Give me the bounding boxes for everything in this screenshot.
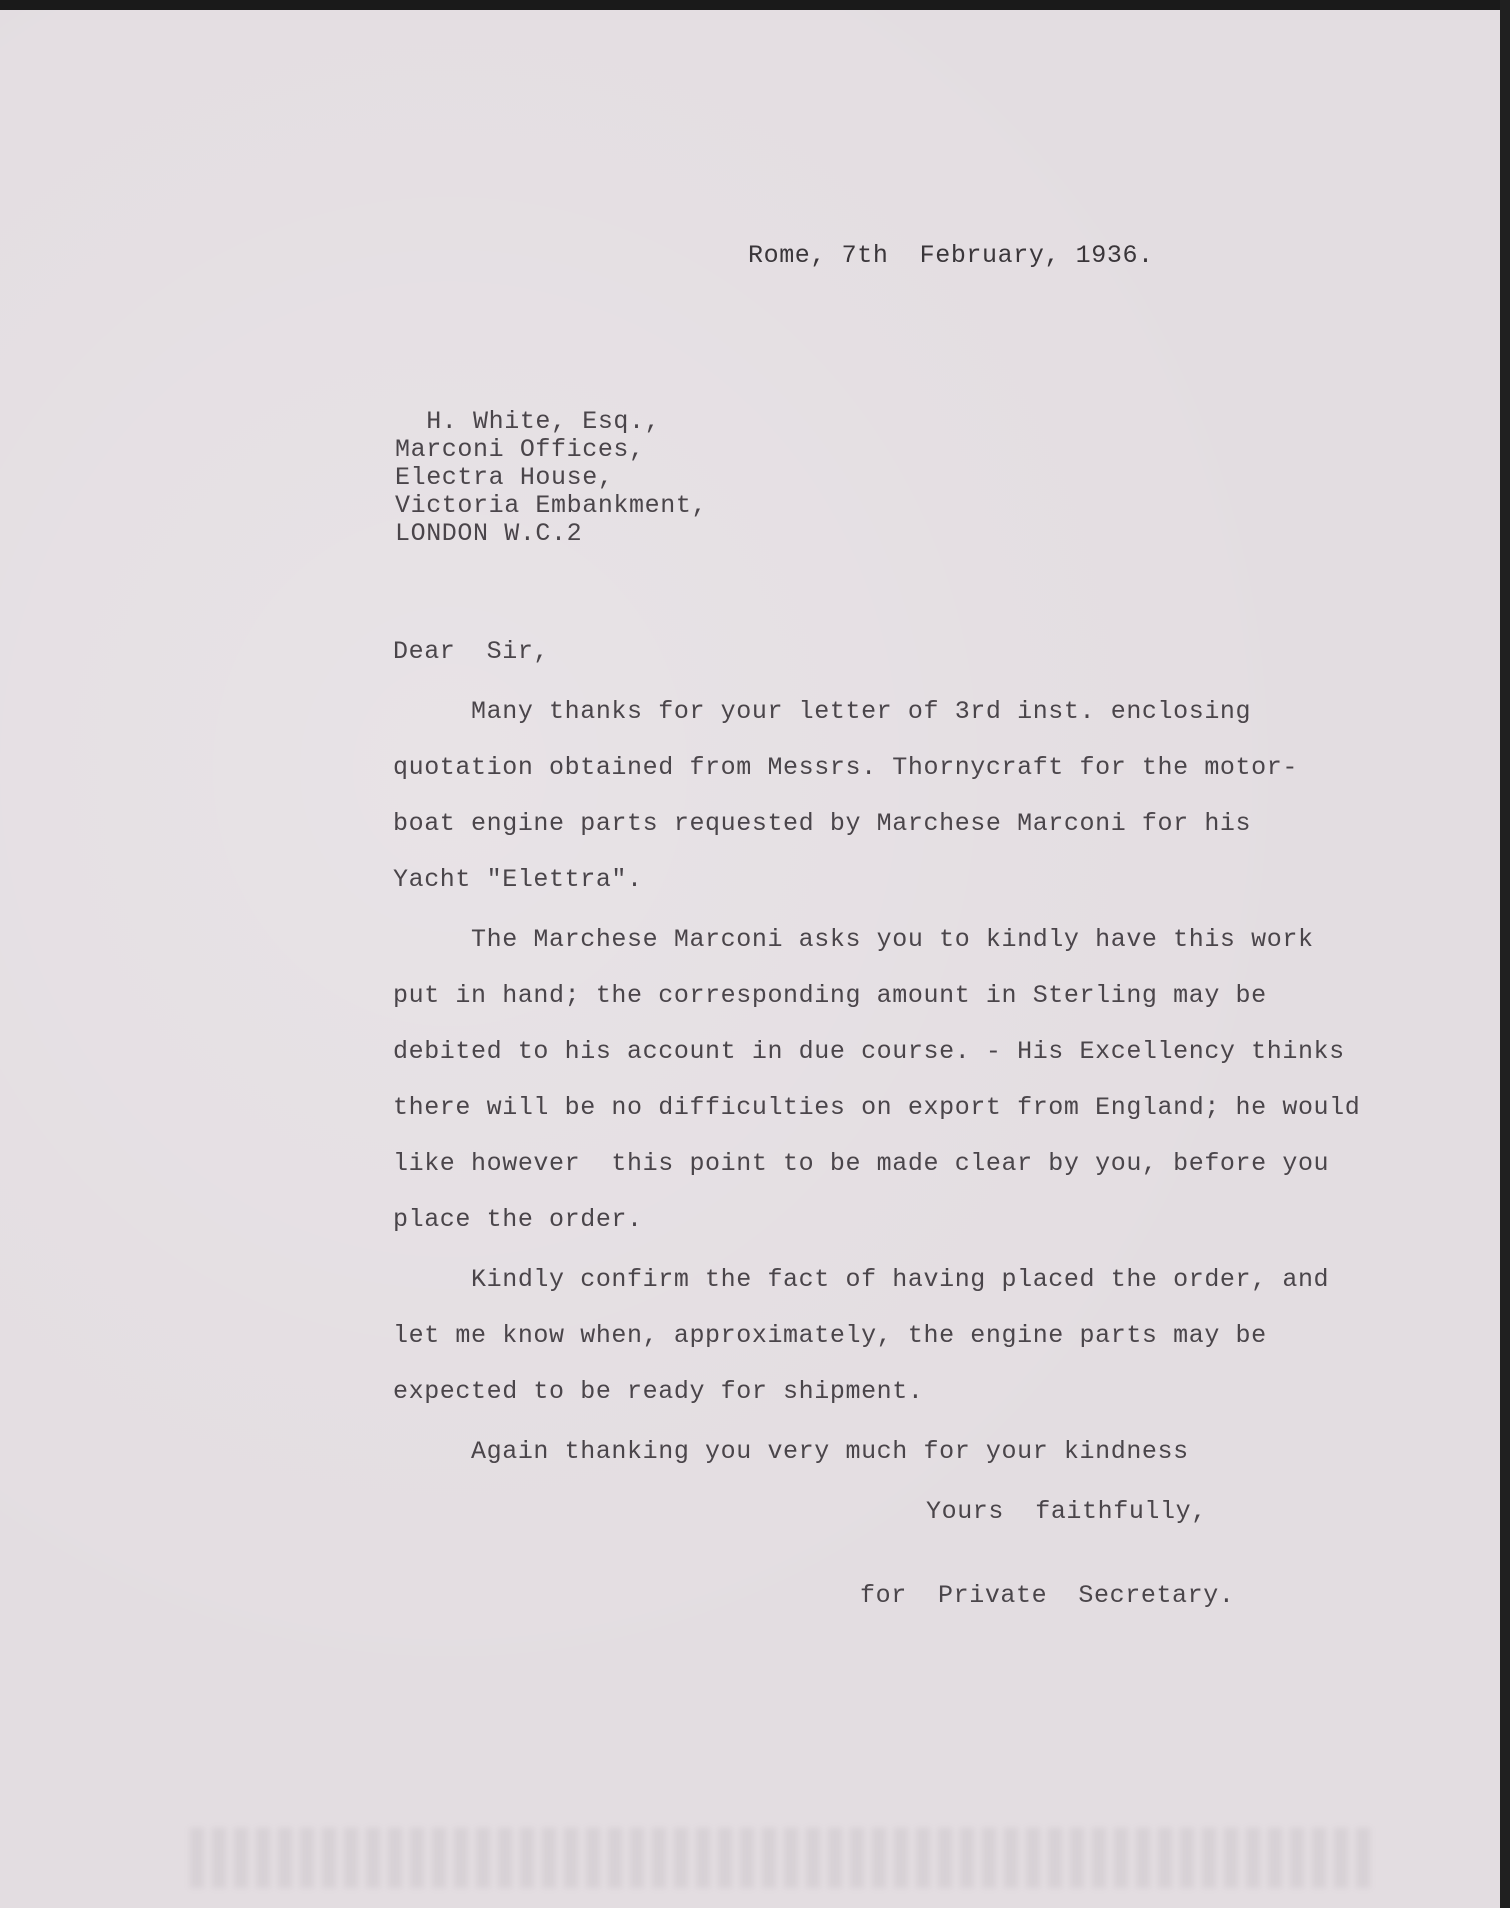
closing: Yours faithfully,	[926, 1497, 1207, 1526]
address-line: Victoria Embankment,	[395, 491, 708, 520]
body-line: put in hand; the corresponding amount in Sterling may be	[393, 981, 1267, 1010]
address-line: LONDON W.C.2	[395, 519, 583, 548]
body-line: there will be no difficulties on export from England; he would	[393, 1093, 1361, 1122]
salutation: Dear Sir,	[393, 637, 550, 666]
body-line: The Marchese Marconi asks you to kindly have this work	[393, 925, 1314, 954]
body-line: Yacht "Elettra".	[393, 865, 643, 894]
body-line: like however this point to be made clear by you, before you	[393, 1149, 1330, 1178]
address-line: Marconi Offices,	[395, 435, 645, 464]
signature-line: for Private Secretary.	[860, 1581, 1235, 1610]
body-line: quotation obtained from Messrs. Thornycraft for the motor-	[393, 753, 1298, 782]
show-through-text	[190, 1828, 1370, 1888]
address-line: Electra House,	[395, 463, 614, 492]
letter-page	[0, 10, 1500, 1908]
body-line: debited to his account in due course. - His Excellency thinks	[393, 1037, 1345, 1066]
body-line: let me know when, approximately, the engine parts may be	[393, 1321, 1267, 1350]
body-line: boat engine parts requested by Marchese Marconi for his	[393, 809, 1252, 838]
address-line: H. White, Esq.,	[395, 407, 661, 436]
body-line: expected to be ready for shipment.	[393, 1377, 924, 1406]
dateline: Rome, 7th February, 1936.	[748, 241, 1154, 270]
paragraph-4: Again thanking you very much for your kindness	[393, 1437, 1189, 1466]
body-line: Many thanks for your letter of 3rd inst. enclosing	[393, 697, 1252, 726]
body-line: place the order.	[393, 1205, 643, 1234]
body-line: Kindly confirm the fact of having placed the order, and	[393, 1265, 1330, 1294]
scan-border	[1500, 0, 1510, 1908]
